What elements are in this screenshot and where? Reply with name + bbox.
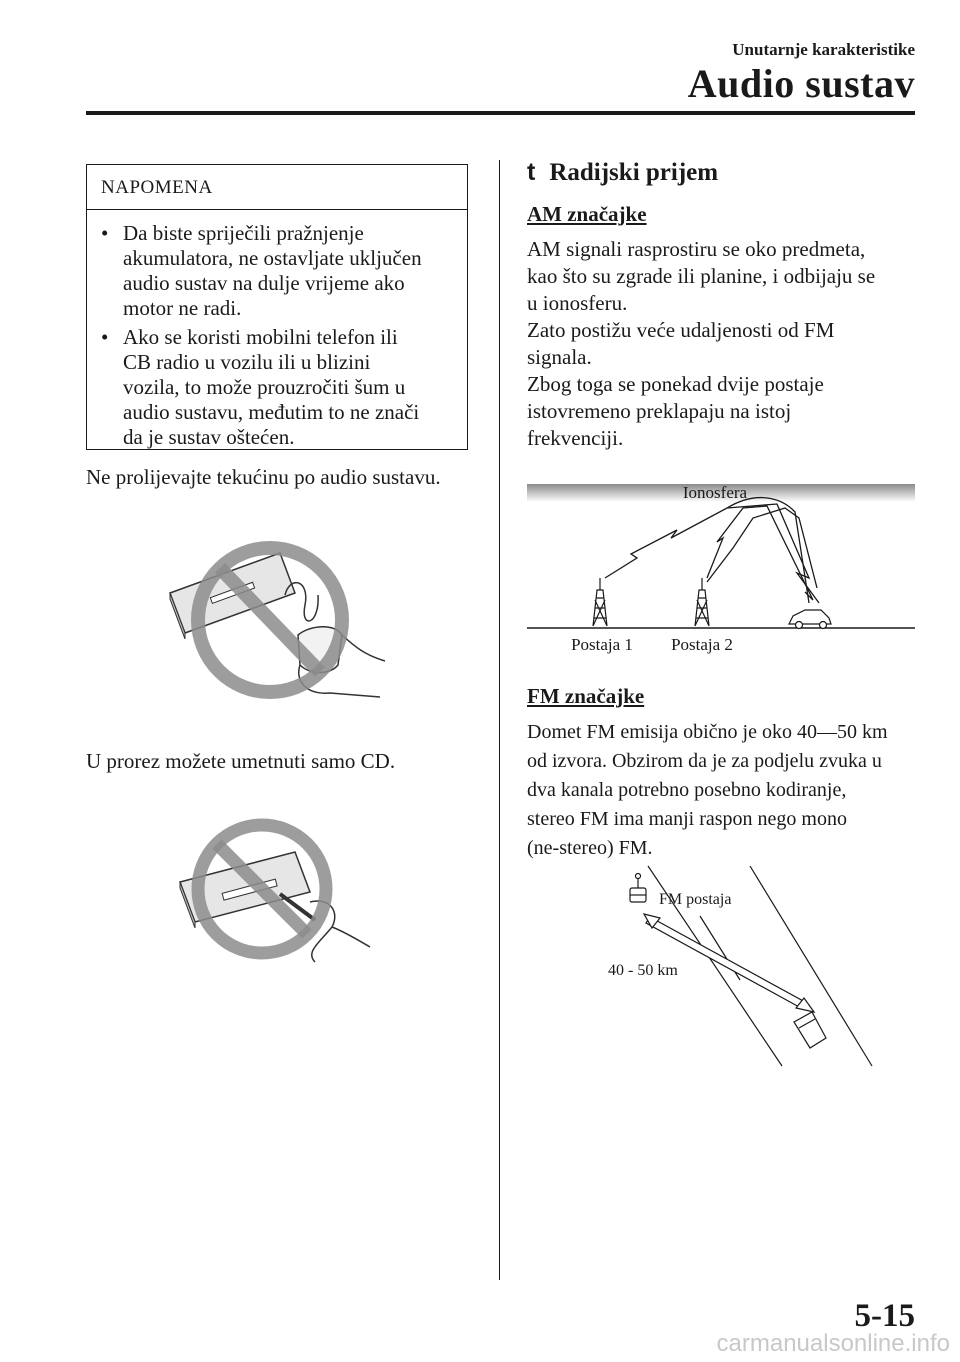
note-title: NAPOMENA bbox=[101, 177, 213, 198]
fm-features-text: Domet FM emisija obično je oko 40―50 km od izvora. Obzirom da je za podjelu zvuka u dva kanala potrebno posebno kodiranje, stereo FM ima manji raspon nego mono (ne-stereo) FM. bbox=[527, 721, 888, 859]
page-number: 5-15 bbox=[854, 1298, 915, 1334]
am-features-text: AM signali rasprostiru se oko predmeta, kao što su zgrade ili planine, i odbijaju se u ionosferu. Zato postižu veće udaljenosti od FM signala. Zbog toga se ponekad dvije postaje istovremeno preklapaju na istoj frekvenciji. bbox=[527, 237, 876, 450]
watermark: carmanualsonline.info bbox=[716, 1330, 950, 1357]
station-2-tower-icon bbox=[695, 578, 709, 626]
section-header: Unutarnje karakteristike bbox=[732, 40, 915, 59]
no-liquid-illustration bbox=[160, 535, 400, 705]
note-item-text: Da biste spriječili pražnjenje akumulatora, ne ostavljate uključen audio sustav na dulje vrijeme ako motor ne radi. bbox=[123, 221, 422, 320]
car-icon bbox=[794, 1012, 826, 1048]
radio-wave-paths bbox=[605, 498, 819, 603]
note-item bbox=[101, 325, 419, 450]
am-propagation-diagram bbox=[527, 478, 915, 668]
heading-text: Radijski prijem bbox=[549, 159, 719, 186]
note-box bbox=[86, 164, 468, 450]
liquid-warning-text: Ne prolijevajte tekućinu po audio sustavu. bbox=[86, 465, 441, 489]
ionosphere-label: Ionosfera bbox=[682, 483, 748, 502]
column-divider bbox=[499, 160, 500, 1280]
note-item-text: Ako se koristi mobilni telefon ili CB radio u vozilu ili u blizini vozila, to može prouzročiti šum u audio sustavu, međutim to ne znači da je sustav oštećen. bbox=[123, 325, 420, 449]
fm-distance-label: 40 - 50 km bbox=[608, 962, 678, 979]
page-title: Audio sustav bbox=[687, 61, 915, 106]
fm-range-diagram bbox=[600, 862, 880, 1072]
heading-marker: t bbox=[527, 158, 536, 186]
header-rule bbox=[86, 111, 915, 115]
fm-features-heading: FM značajke bbox=[527, 684, 645, 708]
station-1-label: Postaja 1 bbox=[571, 635, 633, 654]
note-divider bbox=[87, 209, 467, 210]
car-icon bbox=[789, 610, 831, 629]
station-2-label: Postaja 2 bbox=[671, 635, 733, 654]
station-1-tower-icon bbox=[593, 578, 607, 626]
section-heading bbox=[527, 158, 718, 187]
no-foreign-object-illustration bbox=[170, 812, 380, 972]
cd-only-text: U prorez možete umetnuti samo CD. bbox=[86, 749, 396, 773]
note-item bbox=[101, 221, 422, 321]
fm-station-label: FM postaja bbox=[659, 891, 732, 908]
bullet-icon: • bbox=[101, 221, 109, 245]
fm-station-icon bbox=[630, 874, 646, 903]
bullet-icon: • bbox=[101, 325, 109, 349]
am-features-heading: AM značajke bbox=[527, 202, 647, 226]
